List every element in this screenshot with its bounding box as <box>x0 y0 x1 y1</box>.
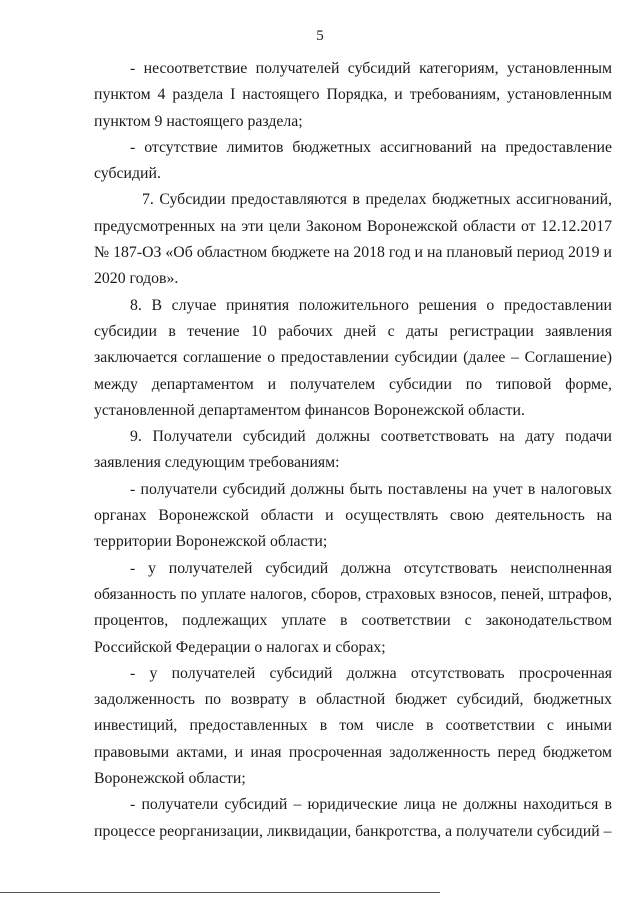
paragraph-point-9: 9. Получатели субсидий должны соответствовать на дату подачи заявления следующим требованиям: <box>94 428 612 472</box>
paragraph-item-no-limits: - отсутствие лимитов бюджетных ассигнований на предоставление субсидий. <box>94 138 612 183</box>
paragraph-item-reorganization: - получатели субсидий – юридические лица не должны находиться в процессе реорганизации, ликвидации, банкротства, а получатели субсидий – <box>94 796 612 840</box>
paragraph-item-overdue-debt: - у получателей субсидий должна отсутствовать просроченная задолженность по возврату в областной бюджет субсидий, бюджетных инвестиций, предоставленных в том числе в соответствии с иными правовыми актами, и иная просроченная задолженность перед бюджетом Воронежской области; <box>94 664 612 788</box>
document-body <box>94 56 612 845</box>
page-number: 5 <box>316 28 324 44</box>
paragraph-item-noncompliance: - несоответствие получателей субсидий категориям, установленным пунктом 4 раздела I настоящего Порядка, и требованиям, установленным пунктом 9 настоящего раздела; <box>94 60 612 130</box>
paragraph-point-7: 7. Субсидии предоставляются в пределах бюджетных ассигнований, предусмотренных на эти цели Законом Воронежской области от 12.12.2017 № 187-ОЗ «Об областном бюджете на 2018 год и на плановый период 2019 и 2020 годов». <box>94 191 612 288</box>
bottom-divider <box>0 892 440 893</box>
paragraph-item-tax-registration: - получатели субсидий должны быть поставлены на учет в налоговых органах Воронежской области и осуществлять свою деятельность на территории Воронежской области; <box>94 480 612 551</box>
paragraph-item-tax-obligations: - у получателей субсидий должна отсутствовать неисполненная обязанность по уплате налогов, сборов, страховых взносов, пеней, штрафов, процентов, подлежащих уплате в соответствии с законодательством Российской Федерации о налогах и сборах; <box>94 559 612 656</box>
paragraph-point-8: 8. В случае принятия положительного решения о предоставлении субсидии в течение 10 рабочих дней с даты регистрации заявления заключается соглашение о предоставлении субсидии (далее – Соглашение) между департаментом и получателем субсидии по типовой форме, установленной департаментом финансов Воронежской области. <box>94 296 612 419</box>
